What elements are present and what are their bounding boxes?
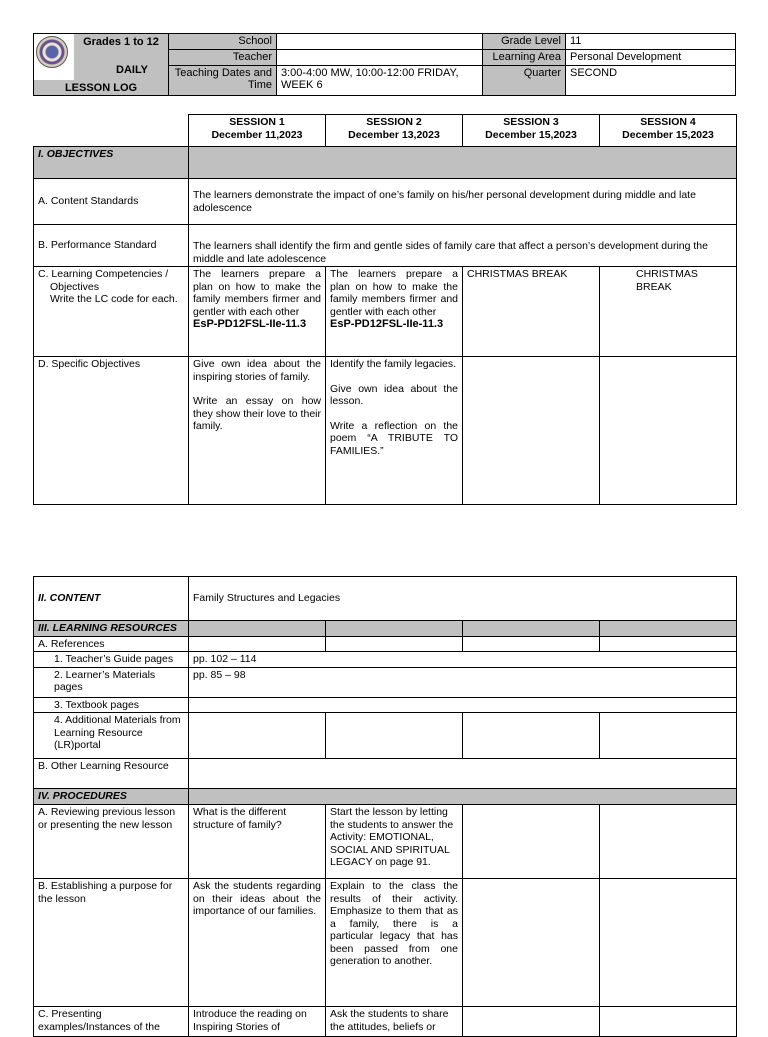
procedure-b-s1: Ask the students regarding on their ideas about the importance of our families. [189,879,326,1007]
competency-s2: The learners prepare a plan on how to make the family members firmer and gentler with each other EsP-PD12FSL-IIe-11.3 [326,267,463,357]
learners-materials-value: pp. 85 – 98 [189,667,737,697]
title-block [34,34,169,96]
title-bg [74,50,168,80]
teachers-guide-value: pp. 102 – 114 [189,652,737,668]
procedure-c-s1: Introduce the reading on Inspiring Stories of [189,1007,326,1037]
school-label: School [169,34,277,50]
deped-seal-logo [36,36,68,68]
content-value: Family Structures and Legacies [189,577,737,621]
procedure-a-s2: Start the lesson by letting the students to answer the Activity: EMOTIONAL, SOCIAL AND SPIRITUAL LEGACY on page 91. [326,805,463,879]
session3-header: SESSION 3 December 15,2023 [463,115,600,147]
competency-code-s2: EsP-PD12FSL-IIe-11.3 [330,318,444,330]
performance-standard-label: B. Performance Standard [34,225,189,267]
dates-label-line1: Teaching Dates and [174,67,272,79]
objectives-heading: I. OBJECTIVES [34,147,189,179]
additional-materials-label: 4. Additional Materials from Learning Resource (LR)portal [34,713,189,759]
procedure-b-label: B. Establishing a purpose for the lesson [34,879,189,1007]
procedure-a-label: A. Reviewing previous lesson or presenting the new lesson [34,805,189,879]
dates-value [277,66,483,96]
grades-label: Grades 1 to 12 [74,34,168,50]
teachers-guide-label: 1. Teacher’s Guide pages [34,652,189,668]
textbook-label: 3. Textbook pages [34,697,189,713]
school-value [277,34,483,50]
procedure-c-label: C. Presenting examples/Instances of the [34,1007,189,1037]
specific-s1: Give own idea about the inspiring stories of family. Write an essay on how they show their love to their family. [189,357,326,505]
content-heading: II. CONTENT [34,577,189,621]
dates-value-line2: WEEK 6 [281,79,323,91]
session1-header: SESSION 1 December 11,2023 [189,115,326,147]
header-table [33,33,736,96]
grade-level-value: 11 [566,34,736,50]
dates-label [169,66,277,96]
competencies-label: C. Learning Competencies / Objectives Write the LC code for each. [34,267,189,357]
competency-s4: CHRISTMAS BREAK [600,267,737,357]
competency-code-s1: EsP-PD12FSL-IIe-11.3 [193,318,307,330]
performance-standard-value: The learners shall identify the firm and gentle sides of family care that affect a person’s development during the middle and late adolescence [189,225,737,267]
specific-s2: Identify the family legacies. Give own idea about the lesson. Write a reflection on the poem “A TRIBUTE TO FAMILIES.” [326,357,463,505]
quarter-label: Quarter [483,66,566,96]
lesson-log-label: LESSON LOG [34,80,168,96]
other-resource-label: B. Other Learning Resource [34,759,189,789]
references-label: A. References [34,636,189,652]
teacher-value [277,50,483,66]
learning-area-label: Learning Area [483,50,566,66]
session4-header: SESSION 4 December 15,2023 [600,115,737,147]
procedure-b-s2: Explain to the class the results of their activity. Emphasize to them that as a family, there is a particular legacy that has been passed from one generation to another. [326,879,463,1007]
resources-heading: III. LEARNING RESOURCES [34,621,189,637]
procedure-a-s1: What is the different structure of family? [189,805,326,879]
content-table [33,576,737,1037]
session2-header: SESSION 2 December 13,2023 [326,115,463,147]
specific-objectives-label: D. Specific Objectives [34,357,189,505]
dates-label-line2: Time [247,79,272,91]
teacher-label: Teacher [169,50,277,66]
dates-value-line1: 3:00-4:00 MW, 10:00-12:00 FRIDAY, [281,67,459,79]
competency-s1: The learners prepare a plan on how to make the family members firmer and gentler with each other EsP-PD12FSL-IIe-11.3 [189,267,326,357]
objectives-table [33,114,737,505]
quarter-value: SECOND [566,66,736,96]
learning-area-value: Personal Development [566,50,736,66]
content-standards-value: The learners demonstrate the impact of one’s family on his/her personal development during middle and late adolescence [189,179,737,225]
procedures-heading: IV. PROCEDURES [34,789,189,805]
procedure-c-s2: Ask the students to share the attitudes, beliefs or [326,1007,463,1037]
content-standards-label: A. Content Standards [34,179,189,225]
competency-s3: CHRISTMAS BREAK [463,267,600,357]
grade-level-label: Grade Level [483,34,566,50]
learners-materials-label: 2. Learner’s Materials pages [34,667,189,697]
daily-label: DAILY [116,64,148,76]
